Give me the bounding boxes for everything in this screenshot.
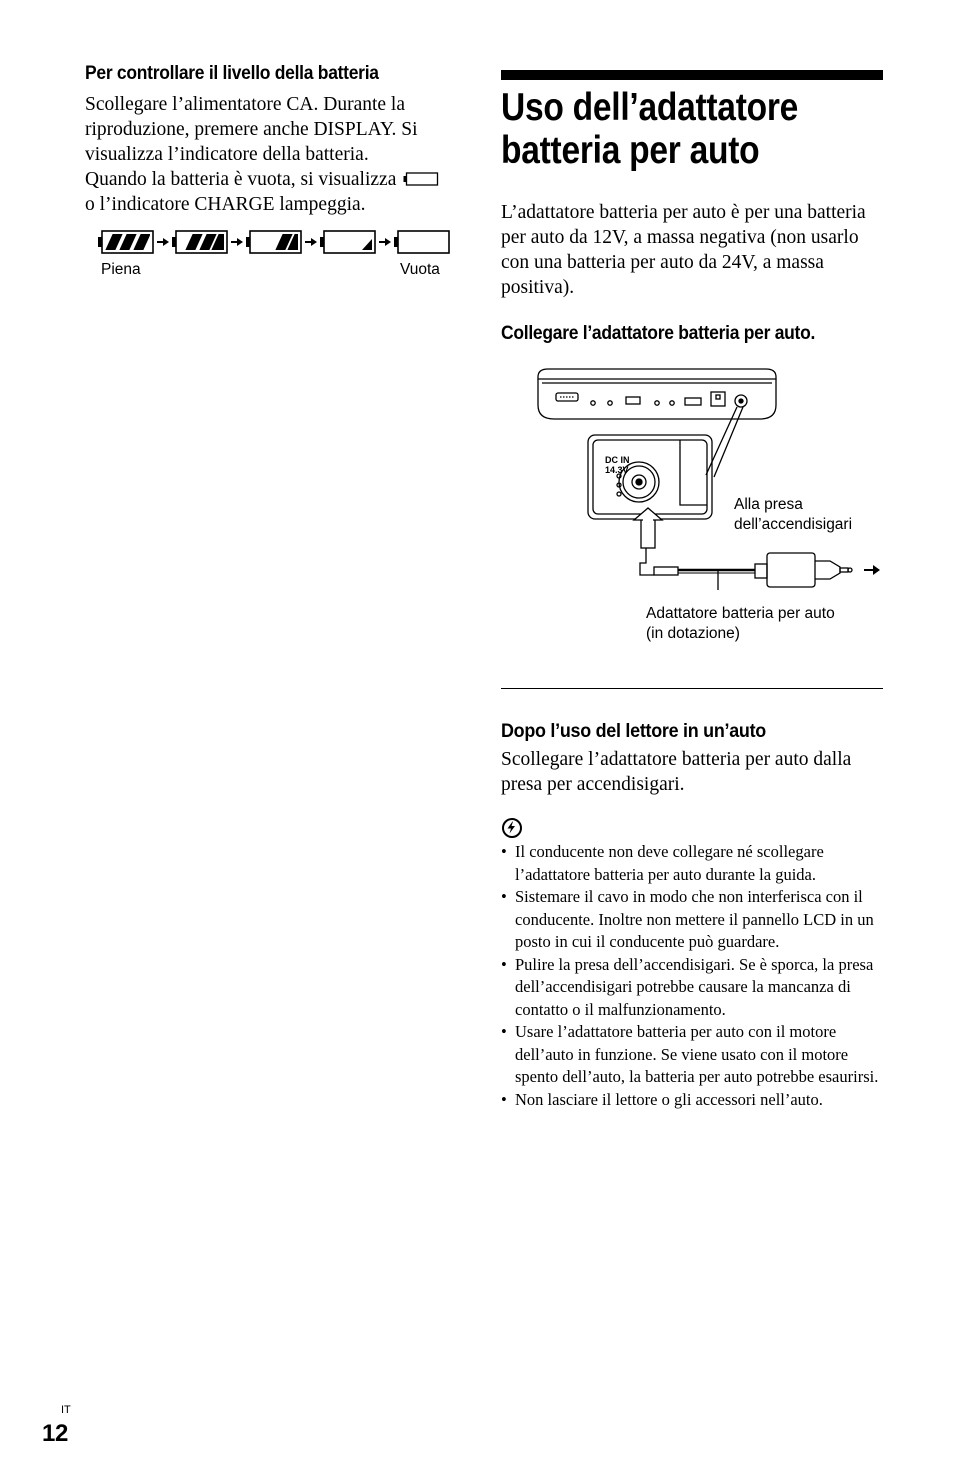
to-cigarette-socket-label xyxy=(734,495,852,535)
battery-label-empty: Vuota xyxy=(400,261,440,278)
paragraph-line-text: Quando la batteria è vuota, si visualizza xyxy=(85,169,397,190)
list-item: • Pulire la presa dell’accendisigari. Se è sporca, la presa dell’accendisigari potrebbe causare la mancanza di contatto o il malfunzionamento. xyxy=(501,954,886,1022)
battery-indicator-sequence xyxy=(98,229,454,259)
empty-battery-icon xyxy=(403,172,439,186)
label-line: Adattatore batteria per auto xyxy=(646,605,835,622)
dc-in-label xyxy=(605,455,630,475)
dc-in-label-line: DC IN xyxy=(605,455,630,465)
arrow-right-icon xyxy=(305,238,317,246)
paragraph-line: Scollegare l’alimentatore CA. Durante la xyxy=(85,94,405,115)
connect-heading: Collegare l’adattatore batteria per auto. xyxy=(501,323,816,344)
list-item: • Sistemare il cavo in modo che non interferisca con il conducente. Inoltre non mettere il pannello LCD in un posto in cui il conducente può guardare. xyxy=(501,886,886,954)
arrow-right-icon xyxy=(379,238,391,246)
title-rule xyxy=(501,70,883,80)
label-line: Alla presa xyxy=(734,496,803,513)
arrow-right-icon xyxy=(231,238,243,246)
page-title xyxy=(501,86,798,172)
label-line: (in dotazione) xyxy=(646,625,740,642)
language-code: IT xyxy=(61,1404,71,1416)
battery-label-full: Piena xyxy=(101,261,141,278)
after-use-paragraph: Scollegare l’adattatore batteria per auto dalla presa per accendisigari. xyxy=(501,749,852,795)
car-adapter-diagram xyxy=(530,365,890,590)
battery-icon-empty xyxy=(394,231,449,253)
section-heading-battery-level: Per controllare il livello della batteria xyxy=(85,63,379,84)
after-use-heading: Dopo l’uso del lettore in un’auto xyxy=(501,720,766,742)
paragraph-line: o l’indicatore CHARGE lampeggia. xyxy=(85,194,366,215)
paragraph-line xyxy=(85,167,470,192)
battery-icon-high xyxy=(172,231,227,253)
paragraph-line: riproduzione, premere anche DISPLAY. Si xyxy=(85,119,418,140)
battery-level-paragraph xyxy=(85,92,470,217)
arrow-right-icon xyxy=(864,565,880,575)
battery-icon-medium xyxy=(246,231,301,253)
section-divider xyxy=(501,688,883,689)
label-line: dell’accendisigari xyxy=(734,516,853,533)
adapter-cable xyxy=(640,548,852,590)
battery-icon-full xyxy=(98,231,153,253)
arrow-right-icon xyxy=(157,238,169,246)
list-item: • Non lasciare il lettore o gli accessori nell’auto. xyxy=(501,1089,886,1112)
list-item: • Il conducente non deve collegare né scollegare l’adattatore batteria per auto durante la guida. xyxy=(501,841,886,886)
car-adapter-label xyxy=(646,604,835,644)
battery-icon-low xyxy=(320,231,375,253)
dc-in-voltage-label: 14.3V xyxy=(605,465,629,475)
caution-icon xyxy=(502,818,522,838)
title-line: Uso dell’adattatore xyxy=(501,86,799,129)
intro-paragraph: L’adattatore batteria per auto è per una batteria per auto da 12V, a massa negativa (non usarlo con una batteria per auto da 24V, a massa positiva). xyxy=(501,202,866,298)
paragraph-line: visualizza l’indicatore della batteria. xyxy=(85,144,369,165)
player-body xyxy=(538,369,776,379)
list-item: • Usare l’adattatore batteria per auto con il motore dell’auto in funzione. Se viene usato con il motore spento dell’auto, la batteria per auto potrebbe esaurirsi. xyxy=(501,1021,886,1089)
title-line: batteria per auto xyxy=(501,129,760,172)
page-number: 12 xyxy=(42,1420,69,1447)
notes-list xyxy=(501,841,886,1111)
